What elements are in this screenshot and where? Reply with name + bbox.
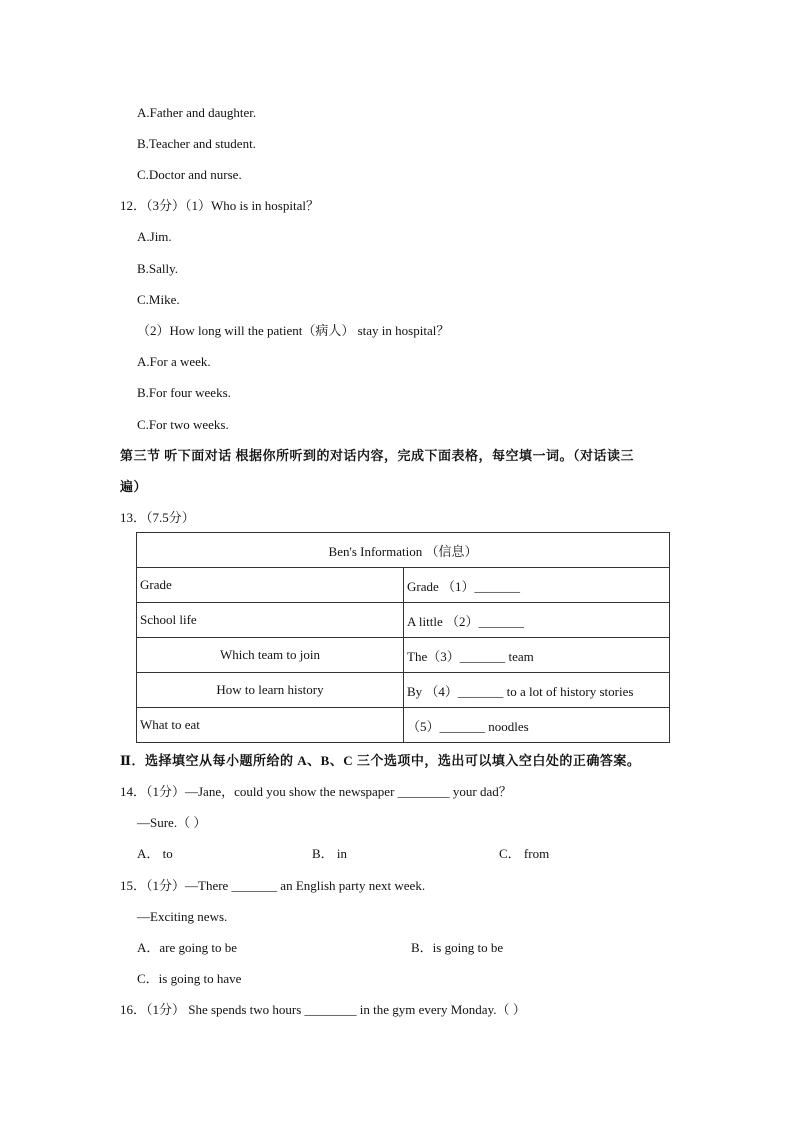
q14-reply: —Sure.（ ） xyxy=(137,815,207,830)
table-row xyxy=(137,568,670,603)
table-cell-label: How to learn history xyxy=(137,673,404,708)
table-cell-label: Grade xyxy=(137,568,404,603)
q12-part2-option-b: B.For four weeks. xyxy=(137,385,231,400)
q11-option-b: B.Teacher and student. xyxy=(137,136,256,151)
q12-header: 12．（3分）（1）Who is in hospital？ xyxy=(120,198,319,213)
q16-stem: 16．（1分） She spends two hours ________ in the gym every Monday.（ ） xyxy=(120,1002,526,1017)
table-row xyxy=(137,708,670,743)
q15-reply: —Exciting news. xyxy=(137,909,228,924)
q14-option-a: A． to xyxy=(137,846,173,861)
table-row xyxy=(137,673,670,708)
part2-instruction: Ⅱ．选择填空从每小题所给的 A、B、C 三个选项中，选出可以填入空白处的正确答案。 xyxy=(120,753,641,768)
q15-option-c: C．is going to have xyxy=(137,971,242,986)
q11-option-a: A.Father and daughter. xyxy=(137,105,257,120)
table-cell-blank: Grade （1）_______ xyxy=(404,568,670,603)
q15-stem: 15．（1分）—There _______ an English party next week. xyxy=(120,878,426,893)
q11-option-c: C.Doctor and nurse. xyxy=(137,167,242,182)
table-cell-label: School life xyxy=(137,603,404,638)
table-cell-blank: （5）_______ noodles xyxy=(404,708,670,743)
q12-part1-option-a: A.Jim. xyxy=(137,229,172,244)
q14-option-c: C． from xyxy=(499,846,550,861)
q15-option-b: B．is going to be xyxy=(411,940,504,955)
table-title: Ben's Information （信息） xyxy=(137,533,670,568)
q12-part2-option-a: A.For a week. xyxy=(137,354,211,369)
table-cell-label: What to eat xyxy=(137,708,404,743)
q13-header: 13．（7.5分） xyxy=(120,510,195,525)
q14-option-b: B． in xyxy=(312,846,348,861)
table-cell-blank: A little （2）_______ xyxy=(404,603,670,638)
ben-information-table xyxy=(136,532,670,743)
section3-instruction-line2: 遍） xyxy=(120,479,148,494)
table-row xyxy=(137,603,670,638)
q14-stem: 14．（1分）—Jane，could you show the newspaper ________ your dad？ xyxy=(120,784,512,799)
table-row xyxy=(137,638,670,673)
table-cell-blank: By （4）_______ to a lot of history stories xyxy=(404,673,670,708)
q12-part1-option-b: B.Sally. xyxy=(137,261,179,276)
q12-part2-question: （2）How long will the patient（病人） stay in hospital？ xyxy=(137,323,450,338)
table-cell-blank: The（3）_______ team xyxy=(404,638,670,673)
table-title-row xyxy=(137,533,670,568)
q15-option-a: A．are going to be xyxy=(137,940,238,955)
table-cell-label: Which team to join xyxy=(137,638,404,673)
q12-part1-option-c: C.Mike. xyxy=(137,292,180,307)
q12-part2-option-c: C.For two weeks. xyxy=(137,417,229,432)
section3-instruction-line1: 第三节 听下面对话 根据你所听到的对话内容，完成下面表格，每空填一词。（对话读三 xyxy=(120,448,635,463)
